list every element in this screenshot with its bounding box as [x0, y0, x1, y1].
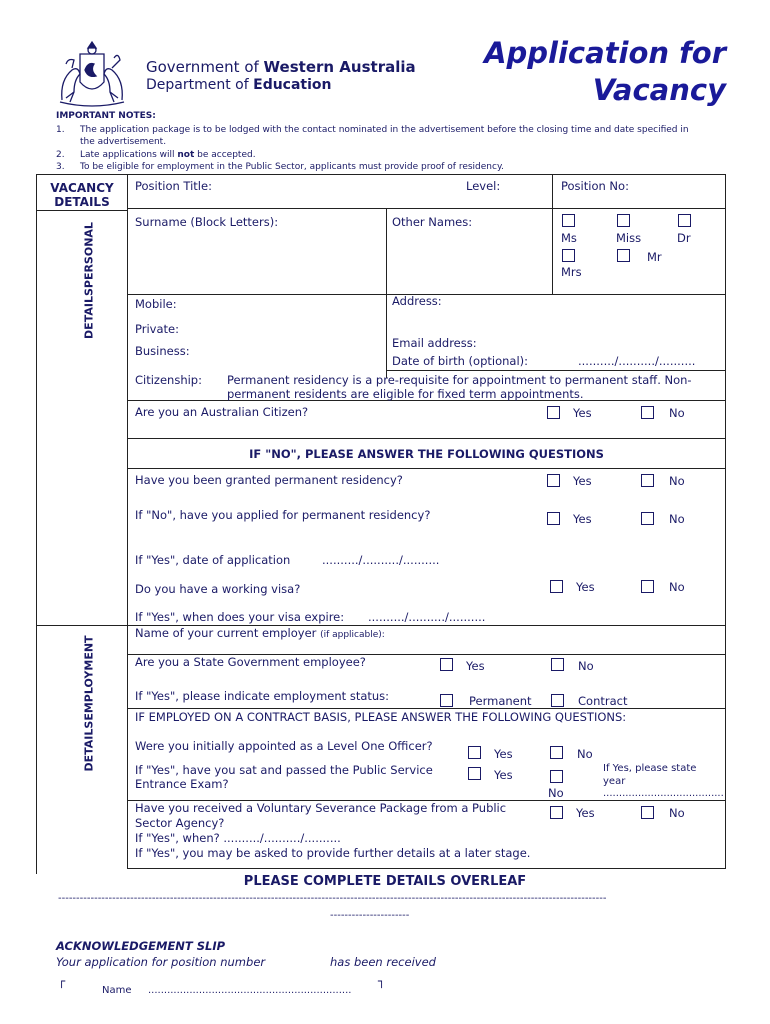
- dob-label: Date of birth (optional):: [392, 354, 529, 368]
- title-ms-label: Ms: [561, 231, 577, 245]
- other-names-label: Other Names:: [392, 215, 473, 229]
- vsp-further-details-note: If "Yes", you may be asked to provide further details at a later stage.: [135, 846, 531, 860]
- visa-expiry-label: If "Yes", when does your visa expire:: [135, 610, 345, 624]
- entrance-exam-question: If "Yes", have you sat and passed the Public Service: [135, 763, 433, 777]
- vsp-yes-checkbox[interactable]: [550, 806, 563, 819]
- application-date-input[interactable]: ........../........../..........: [322, 553, 440, 567]
- position-no-input[interactable]: [635, 177, 723, 203]
- title-miss-checkbox[interactable]: [617, 214, 630, 227]
- granted-no-checkbox[interactable]: [641, 474, 654, 487]
- vsp-question-cont: Sector Agency?: [135, 816, 225, 830]
- vacancy-label-line2: DETAILS: [54, 195, 110, 209]
- state-year-label-cont: year: [603, 776, 626, 787]
- applied-yes-checkbox[interactable]: [547, 512, 560, 525]
- level-input[interactable]: [505, 177, 549, 203]
- visa-yes-checkbox[interactable]: [550, 580, 563, 593]
- state-gov-yes-checkbox[interactable]: [440, 658, 453, 671]
- working-visa-question: Do you have a working visa?: [135, 582, 301, 596]
- vsp-when-input[interactable]: If "Yes", when? ........../........../..........: [135, 831, 341, 845]
- title-miss-label: Miss: [616, 231, 642, 245]
- visa-no-checkbox[interactable]: [641, 580, 654, 593]
- personal-details-label: DETAILSPERSONAL: [82, 222, 96, 339]
- visa-yes-label: Yes: [576, 580, 595, 594]
- title-dr-checkbox[interactable]: [678, 214, 691, 227]
- australian-citizen-question: Are you an Australian Citizen?: [135, 405, 309, 419]
- applied-no-label: No: [669, 512, 685, 526]
- level-one-no-label: No: [577, 747, 593, 761]
- dob-input[interactable]: ........../........../..........: [578, 354, 696, 368]
- note-1-text-cont: the advertisement.: [80, 137, 167, 147]
- state-year-input[interactable]: ......................................: [603, 788, 724, 799]
- level-label: Level:: [466, 179, 501, 193]
- private-phone-label: Private:: [135, 322, 179, 336]
- name-label: Name: [102, 985, 132, 996]
- granted-yes-label: Yes: [573, 474, 592, 488]
- visa-no-label: No: [669, 580, 685, 594]
- department-name: Department of Education: [146, 77, 332, 93]
- applied-yes-label: Yes: [573, 512, 592, 526]
- state-gov-question: Are you a State Government employee?: [135, 655, 366, 669]
- cut-line-short: ----------------------: [330, 910, 410, 921]
- position-number-input[interactable]: [268, 953, 326, 969]
- application-date-label: If "Yes", date of application: [135, 553, 291, 567]
- cut-line: --------------------------------------------------------------------------------------------------------------------------------------------------------: [58, 893, 607, 904]
- vsp-question: Have you received a Voluntary Severance Package from a Public: [135, 801, 507, 815]
- state-year-label: If Yes, please state: [603, 763, 697, 774]
- form-title-line2: Vacancy: [592, 73, 726, 107]
- address-input[interactable]: [392, 310, 722, 334]
- business-phone-label: Business:: [135, 344, 190, 358]
- note-1-number: 1.: [56, 125, 65, 135]
- citizen-no-checkbox[interactable]: [641, 406, 654, 419]
- citizen-yes-checkbox[interactable]: [547, 406, 560, 419]
- acknowledgement-text-a: Your application for position number: [56, 955, 266, 969]
- entrance-exam-question-cont: Entrance Exam?: [135, 777, 229, 791]
- state-gov-no-checkbox[interactable]: [551, 658, 564, 671]
- citizen-no-label: No: [669, 406, 685, 420]
- wa-crest-logo: [52, 40, 132, 110]
- position-title-label: Position Title:: [135, 179, 212, 193]
- acknowledgement-slip-heading: ACKNOWLEDGEMENT SLIP: [56, 939, 226, 953]
- vsp-no-label: No: [669, 806, 685, 820]
- exam-yes-checkbox[interactable]: [468, 767, 481, 780]
- private-phone-input[interactable]: [185, 320, 380, 336]
- granted-residency-question: Have you been granted permanent residency?: [135, 473, 403, 487]
- form-title-line1: Application for: [484, 36, 726, 70]
- position-no-label: Position No:: [561, 179, 629, 193]
- applied-residency-question: If "No", have you applied for permanent residency?: [135, 508, 431, 522]
- note-3-number: 3.: [56, 162, 65, 172]
- title-mr-label: Mr: [647, 250, 662, 264]
- citizen-yes-label: Yes: [573, 406, 592, 420]
- citizenship-note-cont: permanent residents are eligible for fixed term appointments.: [227, 387, 584, 401]
- employment-status-label: If "Yes", please indicate employment status:: [135, 689, 390, 703]
- exam-no-checkbox[interactable]: [550, 770, 563, 783]
- note-2-number: 2.: [56, 150, 65, 160]
- contract-basis-heading: IF EMPLOYED ON A CONTRACT BASIS, PLEASE ANSWER THE FOLLOWING QUESTIONS:: [135, 710, 627, 724]
- mobile-input[interactable]: [185, 296, 380, 312]
- surname-input[interactable]: [135, 232, 380, 290]
- title-mrs-checkbox[interactable]: [562, 249, 575, 262]
- state-gov-yes-label: Yes: [466, 659, 485, 673]
- current-employer-label: Name of your current employer (if applicable):: [135, 626, 385, 640]
- employment-details-label: DETAILSEMPLOYMENT: [82, 635, 96, 772]
- status-permanent-checkbox[interactable]: [440, 694, 453, 707]
- note-2-text: Late applications will not be accepted.: [80, 150, 256, 160]
- status-permanent-label: Permanent: [469, 694, 532, 708]
- other-names-input[interactable]: [392, 232, 548, 290]
- address-label: Address:: [392, 294, 442, 308]
- notes-heading: IMPORTANT NOTES:: [56, 111, 156, 121]
- address-corner-right: ┐: [378, 974, 386, 988]
- acknowledgement-text-b: has been received: [330, 955, 436, 969]
- note-3-text: To be eligible for employment in the Public Sector, applicants must provide proof of residency.: [80, 162, 504, 172]
- current-employer-input[interactable]: [400, 627, 720, 651]
- title-dr-label: Dr: [677, 231, 691, 245]
- mobile-label: Mobile:: [135, 297, 177, 311]
- business-phone-input[interactable]: [195, 342, 380, 358]
- email-label: Email address:: [392, 336, 477, 350]
- position-title-input[interactable]: [225, 177, 455, 203]
- if-no-heading: IF "NO", PLEASE ANSWER THE FOLLOWING QUESTIONS: [249, 447, 604, 461]
- citizenship-label: Citizenship:: [135, 373, 202, 387]
- title-mrs-label: Mrs: [561, 265, 582, 279]
- surname-label: Surname (Block Letters):: [135, 215, 279, 229]
- level-one-yes-label: Yes: [494, 747, 513, 761]
- complete-overleaf-notice: PLEASE COMPLETE DETAILS OVERLEAF: [243, 874, 527, 889]
- email-input[interactable]: [480, 335, 722, 351]
- level-one-question: Were you initially appointed as a Level One Officer?: [135, 739, 433, 753]
- exam-no-label: No: [548, 786, 564, 800]
- exam-yes-label: Yes: [494, 768, 513, 782]
- level-one-yes-checkbox[interactable]: [468, 746, 481, 759]
- status-contract-label: Contract: [578, 694, 628, 708]
- granted-yes-checkbox[interactable]: [547, 474, 560, 487]
- government-name: Government of Western Australia: [146, 58, 416, 76]
- vsp-no-checkbox[interactable]: [641, 806, 654, 819]
- note-1-text: The application package is to be lodged with the contact nominated in the advertisement before the closing time and date specified in: [80, 125, 689, 135]
- status-contract-checkbox[interactable]: [551, 694, 564, 707]
- vsp-yes-label: Yes: [576, 806, 595, 820]
- title-ms-checkbox[interactable]: [562, 214, 575, 227]
- granted-no-label: No: [669, 474, 685, 488]
- vacancy-label-line1: VACANCY: [50, 181, 114, 195]
- state-gov-no-label: No: [578, 659, 594, 673]
- citizenship-note: Permanent residency is a pre-requisite for appointment to permanent staff. Non-: [227, 373, 692, 387]
- level-one-no-checkbox[interactable]: [550, 746, 563, 759]
- applied-no-checkbox[interactable]: [641, 512, 654, 525]
- address-corner-left: ┌: [58, 974, 66, 988]
- visa-expiry-input[interactable]: ........../........../..........: [368, 610, 486, 624]
- name-input[interactable]: ................................................................: [148, 985, 352, 996]
- title-mr-checkbox[interactable]: [617, 249, 630, 262]
